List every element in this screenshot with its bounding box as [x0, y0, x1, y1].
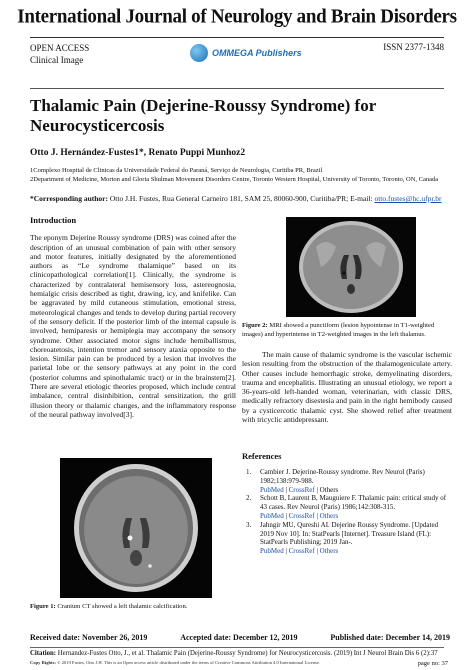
publisher-logo: [190, 44, 302, 62]
affiliations: [30, 166, 450, 184]
authors: Otto J. Hernández-Fustes1*, Renato Puppi Munhoz2: [30, 148, 246, 158]
citation-label: Citation:: [30, 650, 57, 657]
figure-1-ct-image: [60, 458, 212, 598]
pubmed-link[interactable]: PubMed: [260, 485, 284, 494]
figure-2-text: MRI showed a punctiform (lesion hypointense in T1-weighted images) and hyperintense in T2-weighted images in the left thalamus.: [242, 322, 435, 338]
reference-text: Schott B, Laurent B, Mauguiere F. Thalamic pain: critical study of 43 cases. Rev Neurol (Paris) 1986;142:308-315.: [260, 494, 447, 512]
issn-label: ISSN 2377-1348: [383, 42, 444, 52]
figure-1-caption: [30, 603, 236, 610]
reference-number: 3.: [246, 520, 252, 529]
reference-item: [242, 494, 452, 520]
references-list: [242, 468, 452, 556]
others-link[interactable]: Others: [319, 485, 339, 494]
references-heading: References: [242, 451, 282, 461]
crossref-link[interactable]: CrossRef: [288, 547, 315, 556]
reference-number: 2.: [246, 494, 252, 503]
figure-1-text: Cranium CT showed a left thalamic calcification.: [57, 603, 188, 610]
pubmed-link[interactable]: PubMed: [260, 511, 284, 520]
affiliation-2: 2Department of Medicine, Morton and Gloria Shulman Movement Disorders Centre, Toronto Western Hospital, University of Toronto, Toronto, ON, Canada: [30, 176, 439, 183]
figure-2-label: Figure 2:: [242, 322, 268, 329]
published-date: Published date: December 14, 2019: [330, 633, 450, 642]
figure-2-mri-image: [286, 217, 416, 317]
reference-number: 1.: [246, 468, 252, 476]
copyright-label: Copy Rights:: [30, 660, 56, 665]
article-title: Thalamic Pain (Dejerine-Roussy Syndrome) for Neurocysticercosis: [30, 96, 376, 135]
introduction-section: [30, 216, 236, 419]
reference-links: PubMed | CrossRef | Others: [260, 485, 339, 494]
others-link[interactable]: Others: [319, 511, 339, 520]
article-dates: [30, 633, 450, 642]
crossref-link[interactable]: CrossRef: [288, 511, 315, 520]
journal-header: [0, 6, 474, 28]
accepted-date: Accepted date: December 12, 2019: [180, 633, 298, 642]
citation: [30, 650, 450, 659]
title-rule: [30, 88, 444, 89]
reference-links: PubMed | CrossRef | Others: [260, 511, 339, 520]
corresponding-author: [30, 194, 450, 203]
introduction-heading: Introduction: [30, 215, 77, 225]
pubmed-link[interactable]: PubMed: [260, 547, 284, 556]
introduction-body: The eponym Dejerine Roussy syndrome (DRS) was coined after the description of an unusual combination of pain with other sensory and motor features, initially designated by the aforementioned authors as “Le syndrome thalamique” based on its clinicopathological correlation[1]. Clinically, the syndrome is characterized by contralateral hemisensory loss, astereognosia, hemialgic crisis described as tight, drawing, icy, and knifelike. Can be aggravated by mild cutaneous stimulation, emotional stress, meteorological changes and tends to develop during partial recovery of the sensory deficit. If the posterior limb of the internal capsule is involved, hemiparesis or hemiplegia may accompany the sensory syndrome. Other associated motor signs include hemiballismus, choreoatetosis, intention tremor and sensory ataxia opposite to the lesion. Similar pain can be produced by a lesion that involves the parietal lobe or the sensory pathways at any point in the cord (posterior columns and spinothalamic tract) or in the brainstem[2]. There are several etiologic theories proposed, which include central imbalance, central disinhibition, central sensitization, the grill illusion theory or thalamic changes, and the inflammatory response of the neural pathway involved[3].: [30, 233, 236, 419]
crossref-link[interactable]: CrossRef: [288, 485, 315, 494]
others-link[interactable]: Others: [319, 547, 339, 556]
citation-text: Hernandez-Fustes Otto, J., et al. Thalamic Pain (Dejerine-Roussy Syndrome) for Neurocysticercosis. (2019) Int J Neurol Brain Dis 6 (2):37: [57, 650, 438, 657]
copyright: [30, 660, 450, 665]
discussion-section: [242, 350, 452, 424]
dates-rule: [30, 647, 444, 648]
corr-label: *Corresponding author:: [30, 194, 108, 203]
open-access-label: OPEN ACCESS: [30, 43, 90, 53]
reference-links: PubMed | CrossRef | Others: [260, 547, 339, 556]
corr-email-link[interactable]: otto.fustes@hc.ufpr.br: [374, 194, 442, 203]
publisher-logo-icon: [190, 44, 208, 62]
copyright-text: © 2019 Fustes, Otto J.H. This is an Open access article distributed under the terms of Creative Commons Attribution 4.0 International License.: [57, 660, 320, 665]
article-type-label: Clinical Image: [30, 55, 84, 65]
reference-item: [242, 468, 452, 494]
reference-text: Cambier J. Dejerine-Roussy syndrome. Rev Neurol (Paris) 1982;138:979-988.: [260, 468, 425, 485]
page-number: page no: 37: [417, 660, 448, 667]
reference-text: Jahngir MU, Qureshi AI. Dejerine Roussy Syndrome. [Updated 2019 Nov 10]. In: StatPearls [Internet]. Treasure Island (FL): StatPearls Publishing; 2019 Jan-.: [260, 520, 439, 547]
mri-scan-graphic: [286, 217, 416, 317]
figure-2-caption: [242, 322, 452, 339]
received-date: Received date: November 26, 2019: [30, 633, 148, 642]
header-rule: [30, 37, 444, 38]
publisher-name: OMMEGA Publishers: [212, 48, 302, 58]
reference-item: [242, 521, 452, 556]
figure-1-label: Figure 1:: [30, 603, 56, 610]
meta-left: [30, 42, 89, 66]
journal-title: International Journal of Neurology and Brain Disorders: [17, 5, 457, 28]
affiliation-1: 1Complexo Hospital de Clinicas da Universidade Federal do Paraná, Serviço de Neurologia, Curitiba PR, Brazil: [30, 167, 323, 174]
corr-text: Otto J.H. Fustes, Rua General Carneiro 181, SAM 25, 80060-900, Curitiba/PR; E-mail:: [109, 194, 373, 203]
discussion-body: The main cause of thalamic syndrome is the vascular ischemic lesion resulting from the obstruction of the thalamogeniculate artery. Other causes include hemorrhagic stroke, demyelinating disorders, trauma and encephalitis. Illustrating an unusual etiology, we report a 36-years-old left-handed woman, veterinarian, with classic DRS, medically refractory disestesia and pain in the right hemibody caused by a cysticercotic thalamic cyst. She showed relief after treatment with tricyclic antidepressant.: [242, 350, 452, 425]
meta-row: [30, 42, 444, 74]
ct-scan-graphic: [60, 458, 212, 598]
